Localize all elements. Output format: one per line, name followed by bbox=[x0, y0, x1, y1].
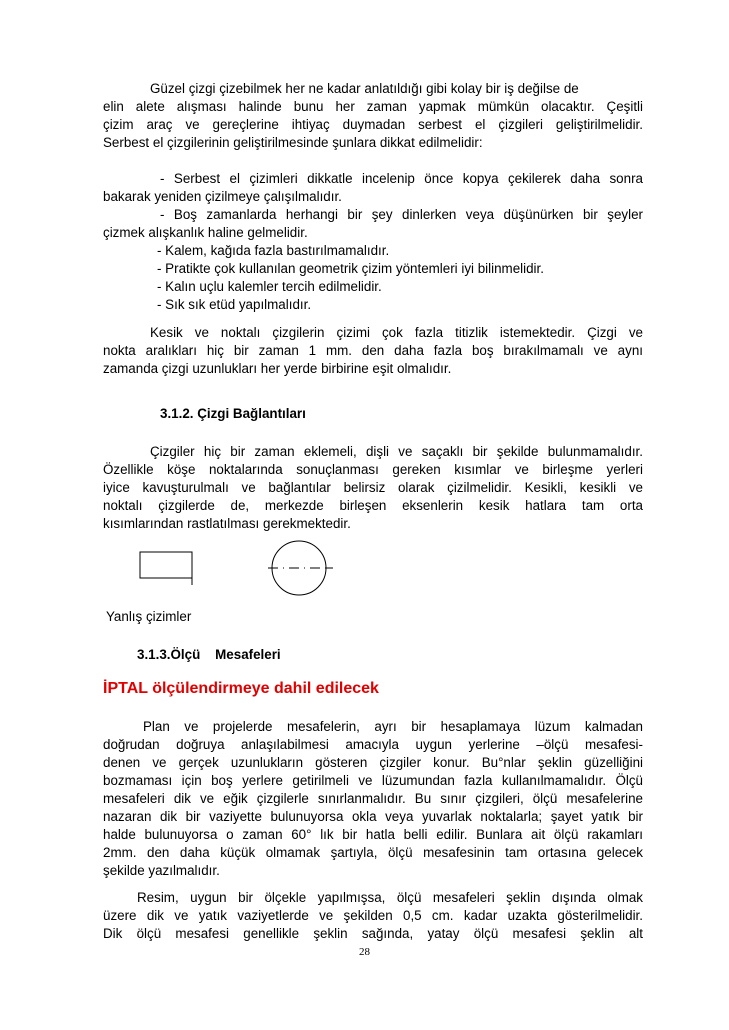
list-item-continuation: çizmek alışkanlık haline gelmelidir. bbox=[103, 225, 308, 240]
cancelled-notice-title: İPTAL ölçülendirmeye dahil edilecek bbox=[103, 680, 379, 697]
text-line: nazaran dik bir vaziyette bulunuyorsa okla veya yuvarlak noktalarla; şayet yatık bir bbox=[103, 809, 643, 824]
text-line: doğrudan doğruya anlaşılabilmesi amacıyla uygun yerlerine –ölçü mesafesi- bbox=[103, 737, 643, 752]
page-number: 28 bbox=[359, 946, 370, 958]
text-line: iyice kavuşturulmalı ve bağlantılar belirsiz olarak çizilmelidir. Kesikli, kesikli ve bbox=[103, 480, 643, 495]
text-line: Resim, uygun bir ölçekle yapılmışsa, ölçü mesafeleri şeklin dışında olmak bbox=[137, 890, 643, 905]
text-line: zamanda çizgi uzunlukları her yerde birbirine eşit olmalıdır. bbox=[103, 361, 452, 376]
text-line: Özellikle köşe noktalarında sonuçlanması gereken kısımlar ve birleşme yerleri bbox=[103, 462, 643, 477]
text-line: şekilde yazılmalıdır. bbox=[103, 863, 220, 878]
text-line: Güzel çizgi çizebilmek her ne kadar anlatıldığı gibi kolay bir iş değilse de bbox=[150, 81, 579, 96]
text-line: kısımlarından rastlatılması gerekmektedir. bbox=[103, 516, 351, 531]
text-line: elin alete alışması halinde bunu her zaman yapmak mümkün olacaktır. Çeşitli bbox=[103, 99, 643, 114]
rectangle-drawing bbox=[140, 552, 192, 585]
text-line: Plan ve projelerde mesafelerin, ayrı bir hesaplamaya lüzum kalmadan bbox=[143, 719, 643, 734]
list-item: - Kalem, kağıda fazla bastırılmamalıdır. bbox=[157, 243, 390, 258]
circle-with-dashed-axis-drawing bbox=[268, 541, 333, 595]
list-item: - Sık sık etüd yapılmalıdır. bbox=[157, 297, 312, 312]
list-item-continuation: bakarak yeniden çizilmeye çalışılmalıdır. bbox=[103, 189, 342, 204]
text-line: denen ve gerçek uzunlukların gösteren çizgiler konur. Bu°nlar şeklin güzelliğini bbox=[103, 755, 643, 770]
list-item: - Pratikte çok kullanılan geometrik çizim yöntemleri iyi bilinmelidir. bbox=[157, 261, 544, 276]
text-line: üzere dik ve yatık vaziyetlerde ve şekilden 0,5 cm. kadar uzakta gösterilmelidir. bbox=[103, 908, 643, 923]
text-line: bozmaması için boş yerlere getirilmeli ve lüzumundan fazla kullanılmamalıdır. Ölçü bbox=[103, 773, 643, 788]
text-line: mesafeleri dik ve eğik çizgilerle sınırlanmalıdır. Bu sınır çizgileri, ölçü mesafelerine bbox=[103, 791, 643, 806]
text-line: Çizgiler hiç bir zaman eklemeli, dişli ve saçaklı bir şekilde bulunmamalıdır. bbox=[150, 444, 643, 459]
figure-caption: Yanlış çizimler bbox=[106, 609, 192, 624]
section-heading: 3.1.3.Ölçü Mesafeleri bbox=[137, 647, 281, 662]
text-line: Kesik ve noktalı çizgilerin çizimi çok fazla titizlik istemektedir. Çizgi ve bbox=[150, 325, 643, 340]
text-line: noktalı çizgilerde de, merkezde birleşen eksenlerin kesik hatlara tam orta bbox=[103, 498, 643, 513]
list-item: - Serbest el çizimleri dikkatle incelenip önce kopya çekilerek daha sonra bbox=[160, 171, 643, 186]
text-line: nokta aralıkları hiç bir zaman 1 mm. den daha fazla boş bırakılmamalı ve aynı bbox=[103, 343, 643, 358]
text-line: 2mm. den daha küçük olmamak şartıyla, ölçü mesafesinin tam ortasına gelecek bbox=[103, 845, 643, 860]
text-line: Dik ölçü mesafesi genellikle şeklin sağında, yatay ölçü mesafesi şeklin alt bbox=[103, 926, 643, 941]
text-line: halde bulunuyorsa o zaman 60° lık bir hatla belli edilir. Bunlara ait ölçü rakamları bbox=[103, 827, 643, 842]
text-line: çizim araç ve gereçlerine ihtiyaç duymadan serbest el çizgileri geliştirilmelidir. bbox=[103, 117, 643, 132]
list-item: - Kalın uçlu kalemler tercih edilmelidir. bbox=[157, 279, 382, 294]
list-item: - Boş zamanlarda herhangi bir şey dinlerken veya düşünürken bir şeyler bbox=[160, 207, 643, 222]
text-line: Serbest el çizgilerinin geliştirilmesinde şunlara dikkat edilmelidir: bbox=[103, 135, 483, 150]
section-heading: 3.1.2. Çizgi Bağlantıları bbox=[160, 406, 306, 421]
